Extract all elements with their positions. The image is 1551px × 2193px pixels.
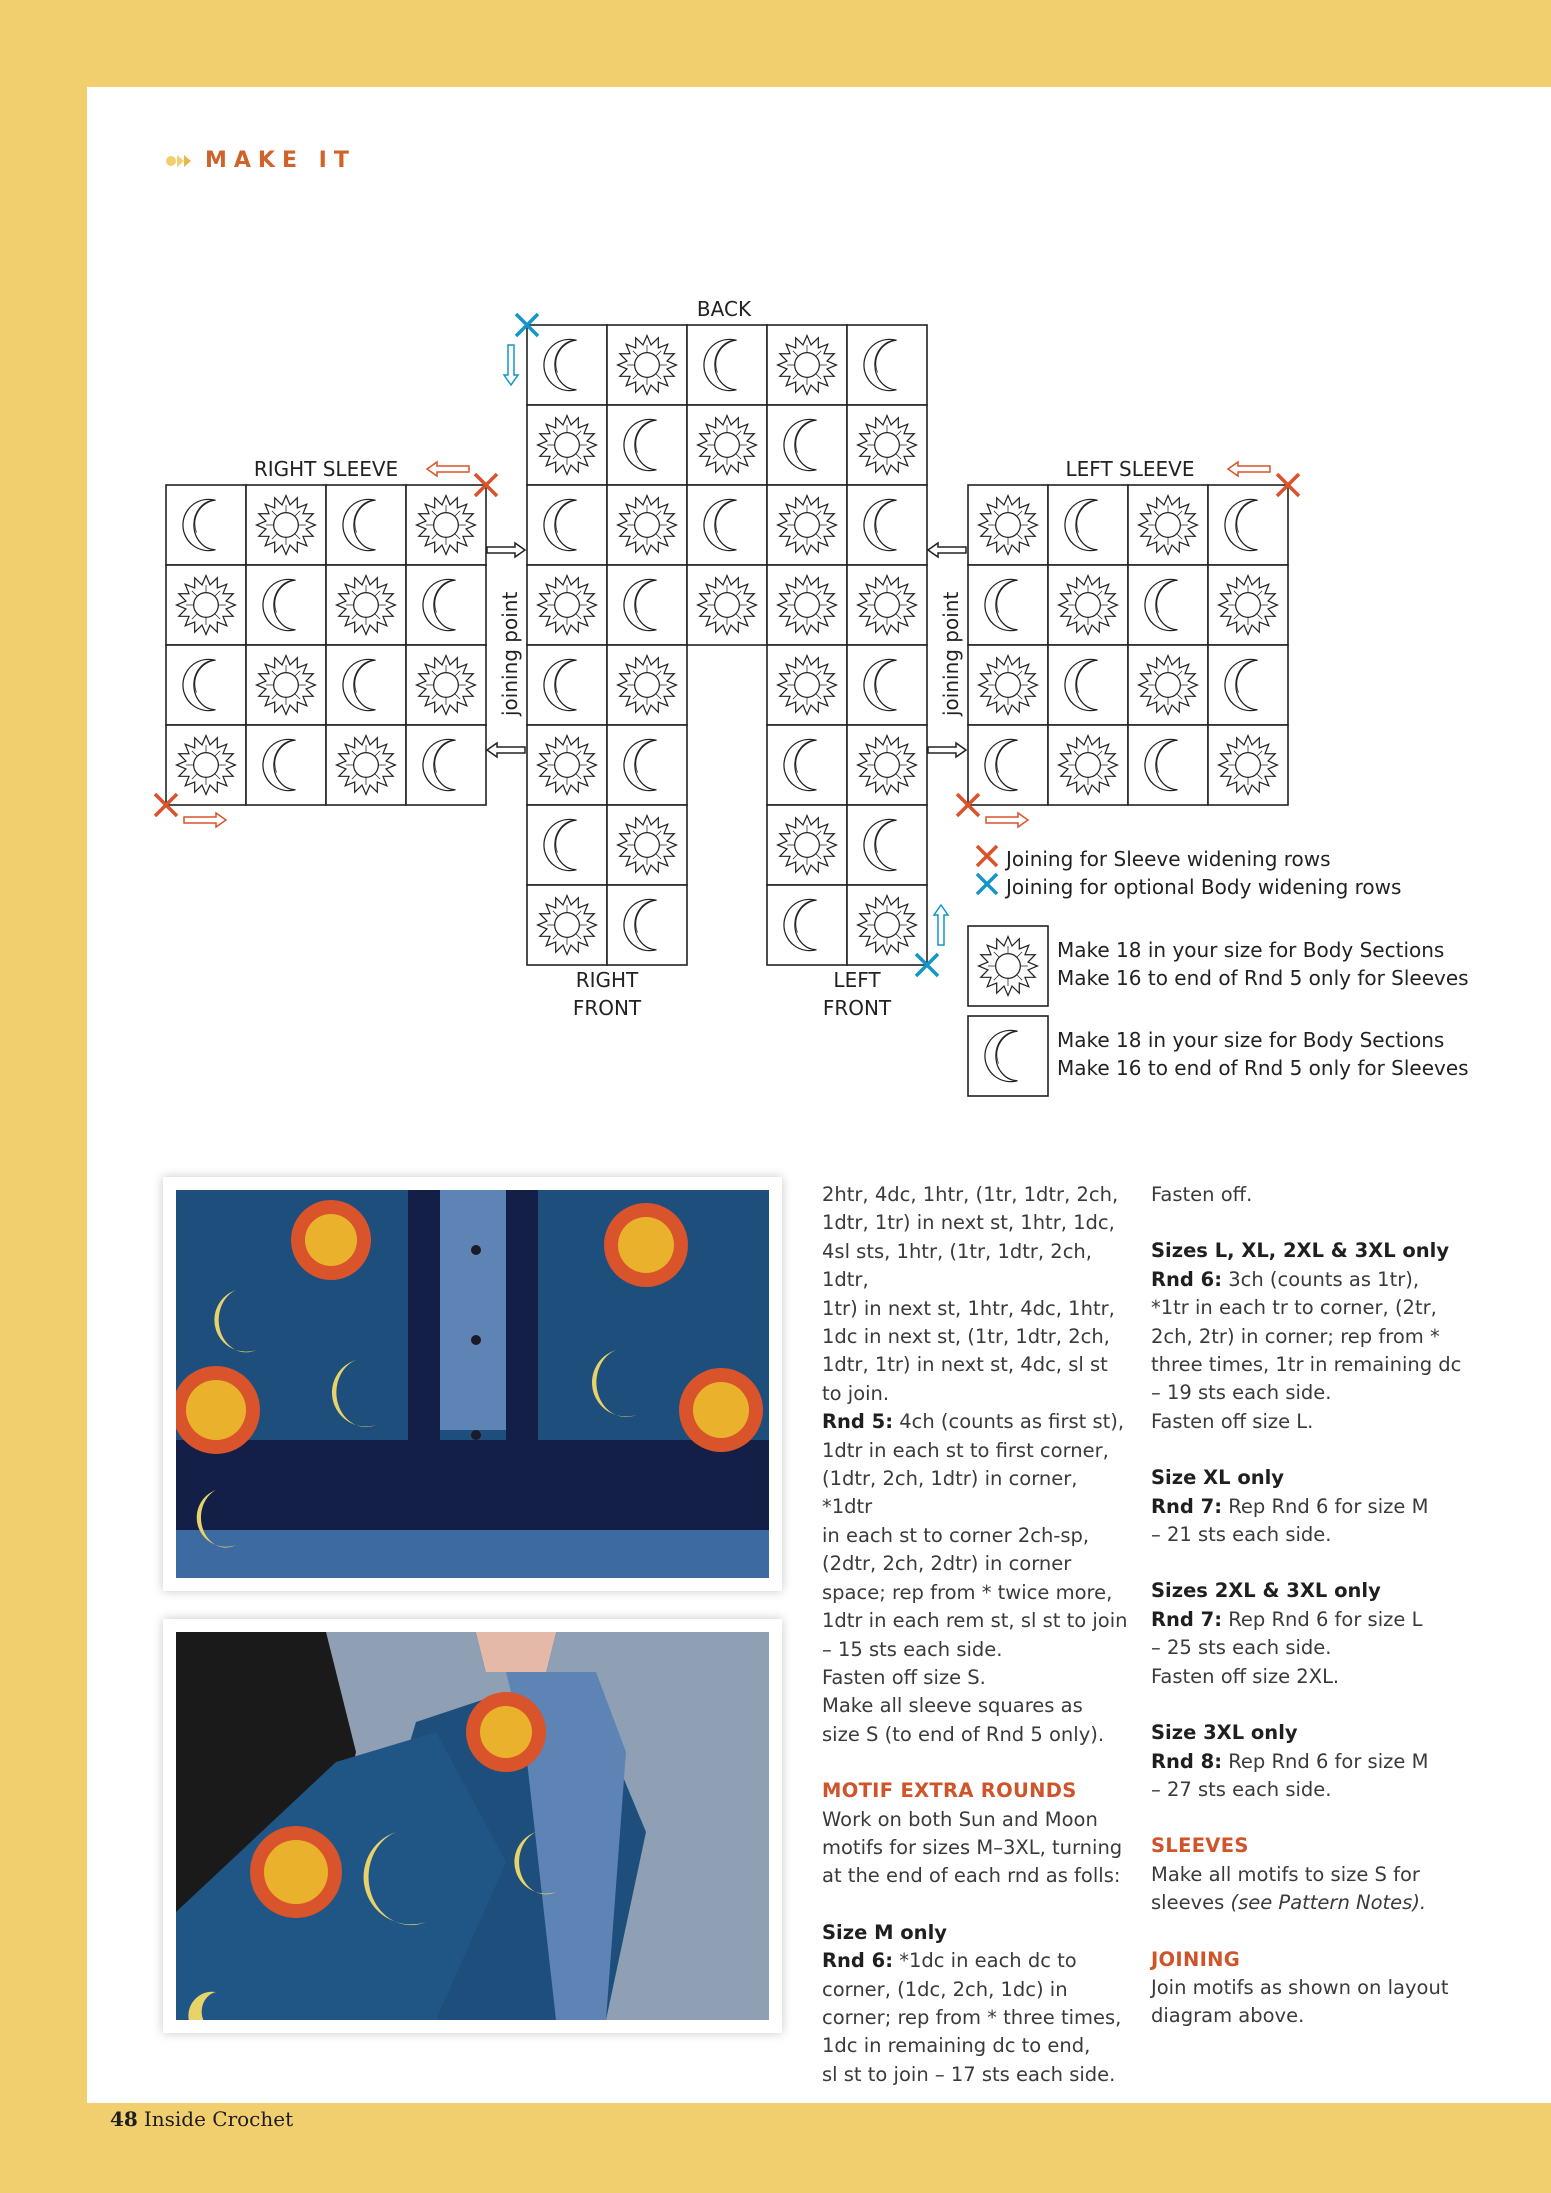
column-1 (822, 1181, 1132, 2089)
size-m-heading: Size M only (822, 1920, 947, 1944)
c2-rnd6-first: 3ch (counts as 1tr), (1222, 1267, 1420, 1291)
diagram-legend (968, 846, 1469, 1096)
xl-rnd7-line (1151, 1493, 1471, 1521)
c2-rnd6-label: Rnd 6: (1151, 1267, 1223, 1291)
section-title: MAKE IT (205, 148, 356, 173)
c1rnd5-line: size S (to end of Rnd 5 only). (822, 1722, 1105, 1746)
motif-tile (767, 725, 847, 805)
size-3xl-heading: Size 3XL only (1151, 1721, 1298, 1745)
c1rnd5-line: – 15 sts each side. (822, 1637, 1003, 1661)
cardigan-shoulder-image (176, 1632, 769, 2020)
joining-arrow-icon (487, 743, 525, 757)
sleeves-text-1: Make all motifs to size S for (1151, 1862, 1420, 1886)
c2xl-line: – 21 sts each side. (1151, 1523, 1332, 1547)
motif-tile (607, 725, 687, 805)
right-arrow-icon (986, 813, 1028, 827)
motif-tile (326, 645, 406, 725)
motif-tile (687, 485, 767, 565)
motif-tile (847, 485, 927, 565)
fasten-off: Fasten off. (1151, 1183, 1253, 1206)
c1rnd5-line: in each st to corner 2ch-sp, (822, 1523, 1090, 1547)
motif-tile (527, 645, 607, 725)
c2join-line: Join motifs as shown on layout (1151, 1975, 1449, 1999)
motif-tile (968, 725, 1048, 805)
motif-tile (767, 885, 847, 965)
c2rnd8-line: – 27 sts each side. (1151, 1777, 1332, 1801)
motif-tile (1208, 485, 1288, 565)
rnd5-text (822, 1437, 1132, 1749)
label-joining-left: joining point (498, 591, 522, 716)
sleeves-heading: SLEEVES (1151, 1834, 1249, 1858)
motif-tile (607, 885, 687, 965)
joining-arrow-icon (928, 743, 966, 757)
down-arrow-icon (504, 345, 518, 385)
c1-rnd6-label: Rnd 6: (822, 1949, 894, 1973)
motif-tile (607, 565, 687, 645)
label-right-front-1: RIGHT (575, 968, 639, 992)
joining-arrow-icon (487, 543, 525, 557)
motif-tile (406, 565, 486, 645)
label-left-sleeve: LEFT SLEEVE (1065, 457, 1195, 481)
c2rnd6-line: *1tr in each tr to corner, (2tr, (1151, 1296, 1437, 1320)
motif-tile (527, 485, 607, 565)
c1p1-line: 1dc in next st, (1tr, 1dtr, 2ch, (822, 1325, 1110, 1349)
x2-rnd7-first: Rep Rnd 6 for size L (1222, 1607, 1423, 1631)
motif-tile (847, 805, 927, 885)
c1-rnd6-line (822, 1947, 1132, 1975)
left-arrow-icon (1228, 462, 1270, 476)
motif-tile (527, 325, 607, 405)
legend-sun-1: Make 18 in your size for Body Sections (1057, 938, 1445, 962)
legend-body-join: Joining for optional Body widening rows (1006, 875, 1402, 899)
motif-tile (1048, 645, 1128, 725)
motif-tile (1048, 485, 1128, 565)
rnd8-text (1151, 1776, 1471, 1804)
orange-cross-icon (977, 846, 997, 866)
c1rnd5-line: Fasten off size S. (822, 1665, 986, 1689)
c2rnd6-line: three times, 1tr in remaining dc (1151, 1353, 1462, 1377)
motif-tile (847, 645, 927, 725)
size-xl-heading: Size XL only (1151, 1466, 1285, 1490)
c2join-line: diagram above. (1151, 2004, 1305, 2028)
c1p1-line: 2htr, 4dc, 1htr, (1tr, 1dtr, 2ch, (822, 1183, 1119, 1206)
legend-sleeve-join: Joining for Sleeve widening rows (1006, 847, 1331, 871)
c1p1-line: 1tr) in next st, 1htr, 4dc, 1htr, (822, 1296, 1115, 1320)
motif-tile (246, 565, 326, 645)
c1rnd5-line: (2dtr, 2ch, 2dtr) in corner (822, 1552, 1072, 1576)
motif-tile (767, 405, 847, 485)
right-arrow-icon (184, 813, 226, 827)
sizes-l-heading: Sizes L, XL, 2XL & 3XL only (1151, 1239, 1450, 1263)
motif-tile (246, 725, 326, 805)
sleeves-text-2 (1151, 1889, 1471, 1917)
label-joining-right: joining point (939, 591, 963, 716)
rnd5-first: 4ch (counts as first st), (893, 1410, 1125, 1434)
c1p1-line: 4sl sts, 1htr, (1tr, 1dtr, 2ch, 1dtr, (822, 1239, 1092, 1292)
motif-tile (607, 405, 687, 485)
rnd5-label: Rnd 5: (822, 1410, 894, 1434)
c2rnd6-line: Fasten off size L. (1151, 1409, 1314, 1433)
joining-arrow-icon (928, 543, 966, 557)
legend-sun-2: Make 16 to end of Rnd 5 only for Sleeves (1057, 966, 1469, 990)
c2x2-line: Fasten off size 2XL. (1151, 1664, 1340, 1688)
cardigan-front-image (176, 1190, 769, 1578)
label-left-front-1: LEFT (833, 968, 881, 992)
joining-heading: JOINING (1151, 1947, 1241, 1971)
c1rnd5-line: space; rep from * twice more, (822, 1580, 1113, 1604)
motif-tile (527, 805, 607, 885)
c1p1-line: 1dtr, 1tr) in next st, 1htr, 1dc, (822, 1211, 1115, 1235)
motif-tile (166, 645, 246, 725)
label-right-sleeve: RIGHT SLEEVE (253, 457, 399, 481)
rnd8-line (1151, 1748, 1471, 1776)
rnd5-line (822, 1408, 1132, 1436)
motif-tile (1128, 725, 1208, 805)
up-arrow-icon (934, 905, 948, 945)
sleeves-text-2a: sleeves (1151, 1891, 1231, 1915)
c1rnd6-line: 1dc in remaining dc to end, (822, 2034, 1091, 2058)
legend-moon-2: Make 16 to end of Rnd 5 only for Sleeves (1057, 1056, 1469, 1080)
motif-extra-heading: MOTIF EXTRA ROUNDS (822, 1779, 1077, 1803)
motif-tile (687, 325, 767, 405)
magazine-name: Inside Crochet (143, 2107, 294, 2131)
xl-rnd7-first: Rep Rnd 6 for size M (1222, 1494, 1429, 1518)
motif-tile (1208, 645, 1288, 725)
sizes-2xl-heading: Sizes 2XL & 3XL only (1151, 1579, 1381, 1603)
page-footer (110, 2107, 293, 2131)
c2x2-line: – 25 sts each side. (1151, 1636, 1332, 1660)
photo-cardigan-shoulder (163, 1619, 782, 2033)
motif-extra-text (822, 1806, 1132, 1891)
c1motif-line: Work on both Sun and Moon (822, 1807, 1098, 1831)
label-left-front-2: FRONT (822, 996, 892, 1020)
x2-rnd7-label: Rnd 7: (1151, 1607, 1223, 1631)
photo-cardigan-front (163, 1177, 782, 1591)
c1rnd6-line: corner, (1dc, 2ch, 1dc) in (822, 1977, 1068, 2001)
xl-rnd7-label: Rnd 7: (1151, 1494, 1223, 1518)
motif-tile (406, 725, 486, 805)
sleeves-text-2b: (see Pattern Notes). (1230, 1891, 1427, 1915)
x2-rnd7-text (1151, 1634, 1471, 1691)
motif-tile (166, 485, 246, 565)
blue-cross-icon (977, 874, 997, 894)
c1motif-line: at the end of each rnd as folls: (822, 1864, 1121, 1888)
c1-rnd6-text (822, 1976, 1132, 2090)
motif-tile (326, 485, 406, 565)
c1p1-line: 1dtr, 1tr) in next st, 4dc, sl st (822, 1353, 1108, 1377)
c1p1-line: to join. (822, 1381, 890, 1405)
c2-rnd6-text (1151, 1294, 1471, 1436)
c2rnd6-line: – 19 sts each side. (1151, 1381, 1332, 1405)
joining-text (1151, 1974, 1471, 2031)
c1rnd5-line: 1dtr in each st to first corner, (822, 1438, 1109, 1462)
c1rnd5-line: Make all sleeve squares as (822, 1694, 1083, 1718)
motif-tile (847, 325, 927, 405)
page-number: 48 (110, 2107, 138, 2131)
c1rnd5-line: (1dtr, 2ch, 1dtr) in corner, *1dtr (822, 1467, 1078, 1519)
x2-rnd7-line (1151, 1606, 1471, 1634)
c1rnd5-line: 1dtr in each rem st, sl st to join (822, 1609, 1128, 1633)
rnd8-label: Rnd 8: (1151, 1749, 1223, 1773)
left-arrow-icon (427, 462, 469, 476)
c2-rnd6-line (1151, 1266, 1471, 1294)
label-right-front-2: FRONT (572, 996, 642, 1020)
c1-rnd6-first: *1dc in each dc to (893, 1949, 1077, 1973)
c1motif-line: motifs for sizes M–3XL, turning (822, 1835, 1123, 1859)
c2rnd6-line: 2ch, 2tr) in corner; rep from * (1151, 1324, 1440, 1348)
rnd8-first: Rep Rnd 6 for size M (1222, 1749, 1429, 1773)
label-back: BACK (696, 297, 752, 321)
motif-tile (1128, 565, 1208, 645)
motif-tile (968, 565, 1048, 645)
legend-moon-1: Make 18 in your size for Body Sections (1057, 1028, 1445, 1052)
column1-intro (822, 1181, 1132, 1408)
column-2 (1151, 1181, 1471, 2031)
xl-rnd7-text (1151, 1521, 1471, 1549)
c1rnd6-line: corner; rep from * three times, (822, 2005, 1122, 2029)
c1rnd6-line: sl st to join – 17 sts each side. (822, 2062, 1116, 2086)
legend-moon-tile (968, 1016, 1048, 1096)
